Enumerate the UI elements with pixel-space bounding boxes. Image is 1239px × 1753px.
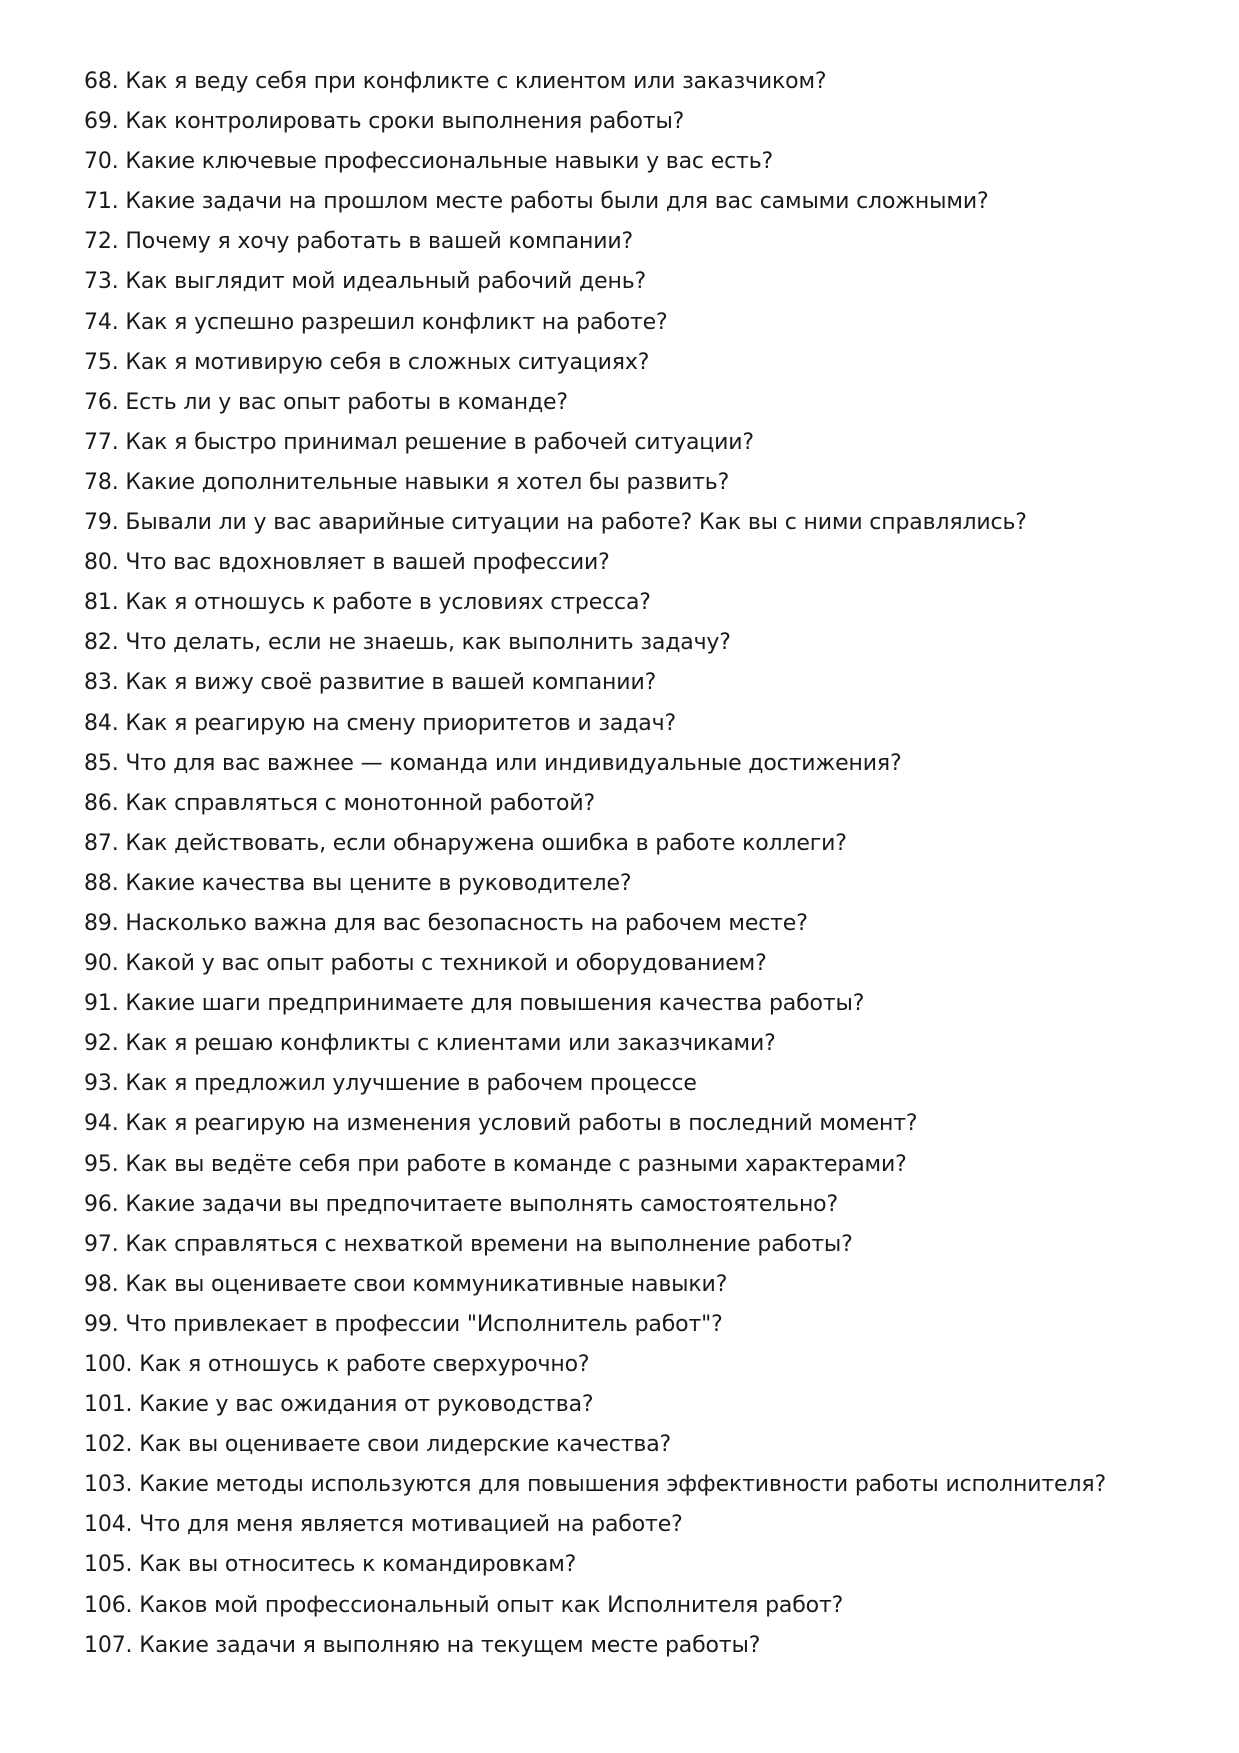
question-item: 73. Как выглядит мой идеальный рабочий день? [84, 269, 647, 295]
question-item: 78. Какие дополнительные навыки я хотел бы развить? [84, 469, 730, 495]
question-item: 93. Как я предложил улучшение в рабочем процессе [84, 1071, 697, 1097]
question-item: 83. Как я вижу своё развитие в вашей компании? [84, 670, 657, 696]
question-item: 86. Как справляться с монотонной работой? [84, 790, 596, 816]
question-item: 91. Какие шаги предпринимаете для повышения качества работы? [84, 991, 865, 1017]
question-item: 81. Как я отношусь к работе в условиях стресса? [84, 590, 651, 616]
question-list [84, 62, 1184, 1666]
question-item: 96. Какие задачи вы предпочитаете выполнять самостоятельно? [84, 1191, 839, 1217]
question-item: 101. Какие у вас ожидания от руководства? [84, 1392, 594, 1418]
question-item: 82. Что делать, если не знаешь, как выполнить задачу? [84, 630, 731, 656]
question-item: 94. Как я реагирую на изменения условий работы в последний момент? [84, 1111, 918, 1137]
question-item: 90. Какой у вас опыт работы с техникой и оборудованием? [84, 951, 767, 977]
question-item: 74. Как я успешно разрешил конфликт на работе? [84, 309, 668, 335]
question-item: 105. Как вы относитесь к командировкам? [84, 1552, 577, 1578]
question-item: 85. Что для вас важнее — команда или индивидуальные достижения? [84, 750, 902, 776]
question-item: 77. Как я быстро принимал решение в рабочей ситуации? [84, 429, 754, 455]
question-item: 99. Что привлекает в профессии "Исполнитель работ"? [84, 1311, 723, 1337]
question-item: 72. Почему я хочу работать в вашей компании? [84, 229, 634, 255]
question-item: 87. Как действовать, если обнаружена ошибка в работе коллеги? [84, 830, 847, 856]
question-item: 75. Как я мотивирую себя в сложных ситуациях? [84, 349, 650, 375]
question-item: 80. Что вас вдохновляет в вашей профессии? [84, 550, 610, 576]
question-item: 79. Бывали ли у вас аварийные ситуации на работе? Как вы с ними справлялись? [84, 510, 1027, 536]
question-item: 107. Какие задачи я выполняю на текущем месте работы? [84, 1632, 761, 1658]
question-item: 88. Какие качества вы цените в руководителе? [84, 870, 632, 896]
question-item: 68. Как я веду себя при конфликте с клиентом или заказчиком? [84, 69, 827, 94]
question-item: 92. Как я решаю конфликты с клиентами или заказчиками? [84, 1031, 776, 1057]
question-item: 106. Каков мой профессиональный опыт как Исполнителя работ? [84, 1592, 844, 1618]
question-item: 76. Есть ли у вас опыт работы в команде? [84, 389, 568, 415]
question-item: 71. Какие задачи на прошлом месте работы были для вас самыми сложными? [84, 189, 989, 215]
question-item: 100. Как я отношусь к работе сверхурочно? [84, 1352, 590, 1377]
question-item: 95. Как вы ведёте себя при работе в команде с разными характерами? [84, 1151, 907, 1177]
question-item: 102. Как вы оцениваете свои лидерские качества? [84, 1432, 672, 1458]
question-item: 98. Как вы оцениваете свои коммуникативные навыки? [84, 1271, 728, 1297]
question-item: 89. Насколько важна для вас безопасность на рабочем месте? [84, 910, 808, 936]
question-item: 104. Что для меня является мотивацией на работе? [84, 1512, 683, 1538]
question-item: 97. Как справляться с нехваткой времени на выполнение работы? [84, 1231, 853, 1257]
question-item: 70. Какие ключевые профессиональные навыки у вас есть? [84, 149, 774, 175]
question-item: 84. Как я реагирую на смену приоритетов и задач? [84, 710, 676, 736]
question-item: 69. Как контролировать сроки выполнения работы? [84, 109, 685, 135]
question-item: 103. Какие методы используются для повышения эффективности работы исполнителя? [84, 1472, 1106, 1498]
